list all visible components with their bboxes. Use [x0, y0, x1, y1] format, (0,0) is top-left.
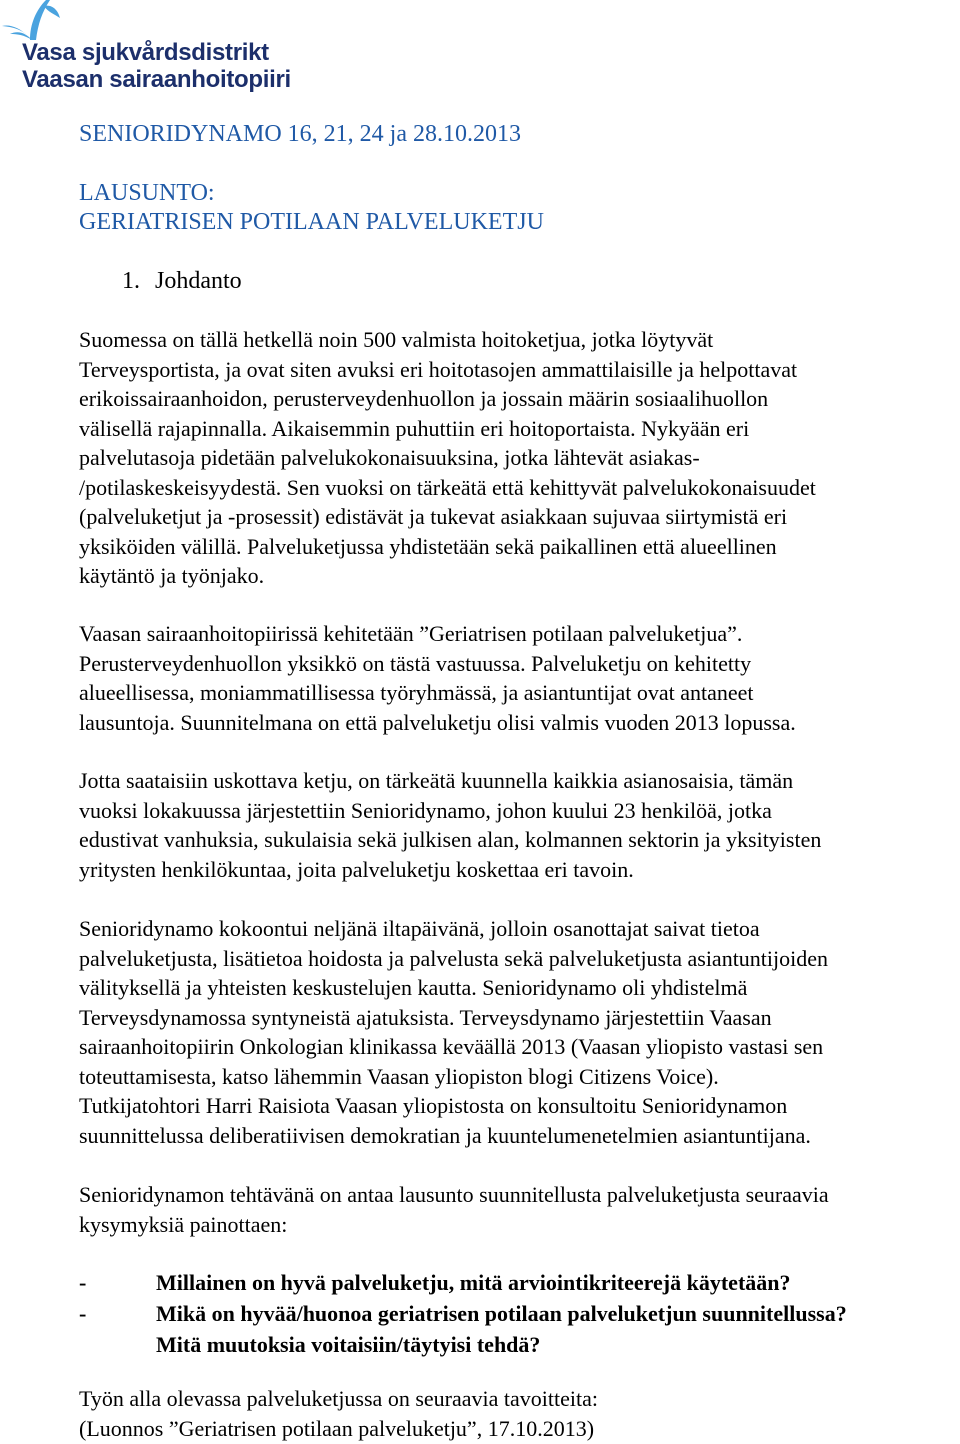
text-line: Perusterveydenhuollon yksikkö on tästä vastuussa. Palveluketju on kehitetty — [79, 650, 752, 676]
question-text: Mikä on hyvää/huonoa geriatrisen potilaan palveluketjun suunnitellussa? — [156, 1301, 847, 1326]
text-line: toteuttamisesta, katso lähemmin Vaasan yliopiston blogi Citizens Voice). — [79, 1063, 719, 1089]
paragraph-goals — [79, 1384, 959, 1443]
document-title: SENIORIDYNAMO 16, 21, 24 ja 28.10.2013 — [79, 121, 521, 147]
text-line: erikoissairaanhoidon, perusterveydenhuollon ja jossain määrin sosiaalihuollon — [79, 386, 769, 411]
logo-text-swedish: Vasa sjukvårdsdistrikt — [22, 39, 269, 66]
text-line: Suomessa on tällä hetkellä noin 500 valmista hoitoketjua, jotka löytyvät — [79, 327, 714, 352]
paragraph-introduction — [79, 325, 959, 591]
text-line: Terveysportista, ja ovat siten avuksi eri hoitotasojen ammattilaisille ja helpottavat — [79, 356, 798, 382]
text-line: välisellä rajapinnalla. Aikaisemmin puhuttiin eri hoitoportaista. Nykyään eri — [79, 415, 750, 441]
text-line: Senioridynamon tehtävänä on antaa lausunto suunnitellusta palveluketjusta seuraavia — [79, 1182, 829, 1207]
text-line: Vaasan sairaanhoitopiirissä kehitetään ”Geriatrisen potilaan palveluketjua”. — [79, 621, 743, 646]
text-line: välityksellä ja yhteisten keskustelujen kautta. Senioridynamo oli yhdistelmä — [79, 975, 748, 1000]
text-line: palveluketjusta, lisätietoa hoidosta ja palvelusta sekä palveluketjusta asiantuntijoiden — [79, 945, 829, 971]
text-line: Terveysdynamossa syntyneistä ajatuksista. Terveysdynamo järjestettiin Vaasan — [79, 1004, 772, 1030]
text-line: yritysten henkilökuntaa, joita palveluketju koskettaa eri tavoin. — [79, 856, 634, 882]
text-line: käytäntö ja työnjako. — [79, 563, 265, 588]
statement-label: LAUSUNTO: — [79, 180, 215, 206]
paragraph-meetings — [79, 914, 959, 1150]
statement-subject: GERIATRISEN POTILAAN PALVELUKETJU — [79, 209, 544, 235]
text-line: (palveluketjut ja -prosessit) edistävät ja tukevat asiakkaan sujuvaa siirtymistä eri — [79, 504, 788, 529]
text-line: Tutkijatohtori Harri Raisiota Vaasan yliopistosta on konsultoitu Senioridynamon — [79, 1093, 788, 1118]
paragraph-development — [79, 619, 959, 737]
question-text: Mitä muutoksia voitaisiin/täytyisi tehdä? — [156, 1332, 541, 1357]
text-line: suunnittelussa deliberatiivisen demokratian ja kuuntelumenetelmien asiantuntijana. — [79, 1122, 811, 1148]
text-line: lausuntoja. Suunnitelmana on että palveluketju olisi valmis vuoden 2013 lopussa. — [79, 709, 796, 735]
text-line: Jotta saataisiin uskottava ketju, on tärkeätä kuunnella kaikkia asianosaisia, tämän — [79, 768, 794, 793]
text-line: (Luonnos ”Geriatrisen potilaan palveluketju”, 17.10.2013) — [79, 1415, 595, 1441]
text-line: palvelutasoja pidetään palvelukokonaisuuksina, jotka lähtevät asiakas- — [79, 445, 700, 470]
text-line: sairaanhoitopiirin Onkologian klinikassa keväällä 2013 (Vaasan yliopisto vastasi sen — [79, 1034, 824, 1059]
section-number: 1. — [122, 268, 140, 294]
paragraph-task — [79, 1180, 959, 1239]
section-label: Johdanto — [155, 268, 242, 294]
logo-text-finnish: Vaasan sairaanhoitopiiri — [22, 66, 291, 93]
text-line: kysymyksiä painottaen: — [79, 1211, 288, 1237]
organization-logo — [0, 0, 320, 100]
list-dash: - — [79, 1301, 87, 1326]
text-line: alueellisessa, moniammatillisessa työryhmässä, ja asiantuntijat ovat antaneet — [79, 680, 754, 705]
list-dash: - — [79, 1270, 87, 1295]
text-line: Senioridynamo kokoontui neljänä iltapäivänä, jolloin osanottajat saivat tietoa — [79, 916, 760, 941]
paragraph-participants — [79, 766, 959, 884]
section-heading — [122, 266, 242, 296]
text-line: vuoksi lokakuussa järjestettiin Senioridynamo, johon kuului 23 henkilöä, jotka — [79, 797, 772, 823]
question-text: Millainen on hyvä palveluketju, mitä arviointikriteerejä käytetään? — [156, 1270, 791, 1295]
text-line: /potilaskeskeisyydestä. Sen vuoksi on tärkeätä että kehittyvät palvelukokonaisuudet — [79, 474, 816, 500]
text-line: edustivat vanhuksia, sukulaisia sekä julkisen alan, kolmannen sektorin ja yksityisten — [79, 827, 822, 852]
text-line: Työn alla olevassa palveluketjussa on seuraavia tavoitteita: — [79, 1386, 598, 1411]
text-line: yksiköiden välillä. Palveluketjussa yhdistetään sekä paikallinen että alueellinen — [79, 533, 777, 559]
